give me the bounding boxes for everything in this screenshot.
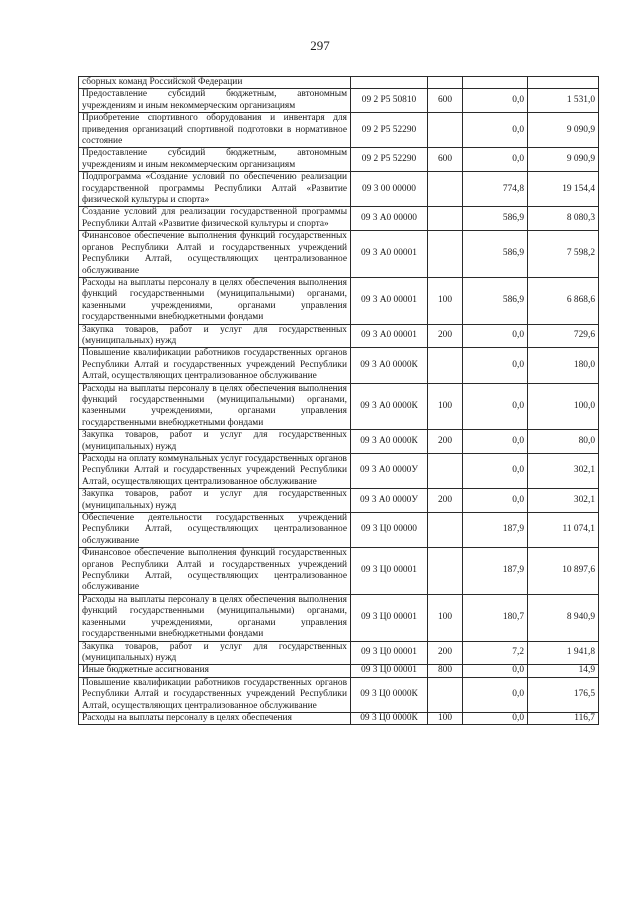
- target-article-code-cell: 09 3 А0 0000У: [351, 489, 428, 513]
- expense-type-code-cell: 200: [428, 324, 463, 348]
- target-article-code-cell: 09 2 P5 50810: [351, 89, 428, 113]
- target-article-code-cell: 09 3 А0 0000У: [351, 454, 428, 489]
- table-row: [79, 641, 599, 665]
- amount-first-cell: 0,0: [463, 454, 528, 489]
- target-article-code-cell: 09 3 А0 00001: [351, 324, 428, 348]
- amount-first-cell: 0,0: [463, 665, 528, 677]
- amount-second-cell: 302,1: [528, 454, 599, 489]
- amount-second-cell: 14,9: [528, 665, 599, 677]
- table-row: [79, 324, 599, 348]
- target-article-code-cell: [351, 77, 428, 89]
- target-article-code-cell: 09 3 Ц0 00001: [351, 665, 428, 677]
- amount-second-cell: 9 090,9: [528, 113, 599, 148]
- amount-first-cell: 187,9: [463, 548, 528, 595]
- expense-type-code-cell: [428, 348, 463, 383]
- table-row: [79, 148, 599, 172]
- amount-first-cell: 586,9: [463, 277, 528, 324]
- expense-name-cell: Расходы на выплаты персоналу в целях обеспечения выполнения функций государственными (муниципальными) органами, казенными учреждениями, органами управления государственными внебюджетными фондами: [79, 594, 351, 641]
- amount-second-cell: 180,0: [528, 348, 599, 383]
- expense-type-code-cell: 100: [428, 712, 463, 724]
- table-row: [79, 594, 599, 641]
- expense-name-cell: Закупка товаров, работ и услуг для государственных (муниципальных) нужд: [79, 641, 351, 665]
- target-article-code-cell: 09 2 P5 52290: [351, 148, 428, 172]
- expense-type-code-cell: [428, 207, 463, 231]
- target-article-code-cell: 09 3 А0 00000: [351, 207, 428, 231]
- amount-second-cell: 100,0: [528, 383, 599, 430]
- amount-first-cell: 0,0: [463, 348, 528, 383]
- expense-type-code-cell: [428, 231, 463, 278]
- budget-table-body: [79, 77, 599, 725]
- target-article-code-cell: 09 3 00 00000: [351, 172, 428, 207]
- expense-name-cell: Расходы на выплаты персоналу в целях обеспечения выполнения функций государственными (муниципальными) органами, казенными учреждениями, органами управления государственными внебюджетными фондами: [79, 277, 351, 324]
- table-row: [79, 77, 599, 89]
- table-row: [79, 513, 599, 548]
- amount-second-cell: 8 940,9: [528, 594, 599, 641]
- amount-first-cell: 0,0: [463, 324, 528, 348]
- expense-name-cell: Закупка товаров, работ и услуг для государственных (муниципальных) нужд: [79, 430, 351, 454]
- amount-second-cell: 19 154,4: [528, 172, 599, 207]
- amount-first-cell: 0,0: [463, 677, 528, 712]
- amount-first-cell: 0,0: [463, 712, 528, 724]
- expense-type-code-cell: 600: [428, 89, 463, 113]
- amount-first-cell: 180,7: [463, 594, 528, 641]
- expense-type-code-cell: 600: [428, 148, 463, 172]
- amount-second-cell: 7 598,2: [528, 231, 599, 278]
- table-row: [79, 712, 599, 724]
- amount-first-cell: 187,9: [463, 513, 528, 548]
- amount-first-cell: [463, 77, 528, 89]
- expense-type-code-cell: [428, 77, 463, 89]
- table-row: [79, 277, 599, 324]
- target-article-code-cell: 09 3 А0 0000К: [351, 383, 428, 430]
- expense-name-cell: Повышение квалификации работников государственных органов Республики Алтай и государственных учреждений Республики Алтай, осуществляющих централизованное обслуживание: [79, 677, 351, 712]
- target-article-code-cell: 09 2 P5 52290: [351, 113, 428, 148]
- amount-first-cell: 7,2: [463, 641, 528, 665]
- expense-type-code-cell: [428, 548, 463, 595]
- amount-second-cell: 10 897,6: [528, 548, 599, 595]
- amount-second-cell: 116,7: [528, 712, 599, 724]
- amount-first-cell: 774,8: [463, 172, 528, 207]
- page-number: 297: [310, 38, 330, 53]
- target-article-code-cell: 09 3 А0 0000К: [351, 430, 428, 454]
- amount-second-cell: 302,1: [528, 489, 599, 513]
- expense-name-cell: Повышение квалификации работников государственных органов Республики Алтай и государственных учреждений Республики Алтай, осуществляющих централизованное обслуживание: [79, 348, 351, 383]
- expense-name-cell: Расходы на выплаты персоналу в целях обеспечения выполнения функций государственными (муниципальными) органами, казенными учреждениями, органами управления государственными внебюджетными фондами: [79, 383, 351, 430]
- expense-name-cell: сборных команд Российской Федерации: [79, 77, 351, 89]
- expense-name-cell: Обеспечение деятельности государственных учреждений Республики Алтай, осуществляющих централизованное обслуживание: [79, 513, 351, 548]
- expense-name-cell: Финансовое обеспечение выполнения функций государственных органов Республики Алтай и государственных учреждений Республики Алтай, осуществляющих централизованное обслуживание: [79, 231, 351, 278]
- table-row: [79, 231, 599, 278]
- target-article-code-cell: 09 3 Ц0 00001: [351, 594, 428, 641]
- expense-type-code-cell: 100: [428, 594, 463, 641]
- target-article-code-cell: 09 3 Ц0 00000: [351, 513, 428, 548]
- amount-second-cell: 6 868,6: [528, 277, 599, 324]
- expense-name-cell: Приобретение спортивного оборудования и инвентаря для приведения организаций спортивной подготовки в нормативное состояние: [79, 113, 351, 148]
- expense-type-code-cell: 800: [428, 665, 463, 677]
- amount-first-cell: 586,9: [463, 207, 528, 231]
- table-row: [79, 430, 599, 454]
- amount-second-cell: 1 941,8: [528, 641, 599, 665]
- amount-second-cell: [528, 77, 599, 89]
- table-row: [79, 207, 599, 231]
- expense-name-cell: Подпрограмма «Создание условий по обеспечению реализации государственной программы Республики Алтай «Развитие физической культуры и спорта»: [79, 172, 351, 207]
- target-article-code-cell: 09 3 Ц0 0000К: [351, 677, 428, 712]
- target-article-code-cell: 09 3 Ц0 00001: [351, 548, 428, 595]
- target-article-code-cell: 09 3 А0 00001: [351, 231, 428, 278]
- table-row: [79, 89, 599, 113]
- expense-name-cell: Закупка товаров, работ и услуг для государственных (муниципальных) нужд: [79, 489, 351, 513]
- amount-second-cell: 11 074,1: [528, 513, 599, 548]
- expense-name-cell: Финансовое обеспечение выполнения функций государственных органов Республики Алтай и государственных учреждений Республики Алтай, осуществляющих централизованное обслуживание: [79, 548, 351, 595]
- expense-name-cell: Предоставление субсидий бюджетным, автономным учреждениям и иным некоммерческим организациям: [79, 89, 351, 113]
- table-row: [79, 677, 599, 712]
- amount-first-cell: 0,0: [463, 89, 528, 113]
- budget-table: [78, 76, 599, 725]
- expense-type-code-cell: 200: [428, 430, 463, 454]
- amount-first-cell: 0,0: [463, 430, 528, 454]
- amount-first-cell: 0,0: [463, 148, 528, 172]
- table-row: [79, 665, 599, 677]
- expense-type-code-cell: 100: [428, 383, 463, 430]
- table-row: [79, 172, 599, 207]
- expense-name-cell: Расходы на оплату коммунальных услуг государственных органов Республики Алтай и государственных учреждений Республики Алтай, осуществляющих централизованное обслуживание: [79, 454, 351, 489]
- expense-type-code-cell: 200: [428, 489, 463, 513]
- table-row: [79, 348, 599, 383]
- expense-type-code-cell: 100: [428, 277, 463, 324]
- table-row: [79, 454, 599, 489]
- expense-type-code-cell: [428, 677, 463, 712]
- amount-first-cell: 0,0: [463, 383, 528, 430]
- target-article-code-cell: 09 3 Ц0 00001: [351, 641, 428, 665]
- amount-second-cell: 729,6: [528, 324, 599, 348]
- amount-second-cell: 8 080,3: [528, 207, 599, 231]
- amount-first-cell: 586,9: [463, 231, 528, 278]
- table-row: [79, 548, 599, 595]
- table-row: [79, 489, 599, 513]
- target-article-code-cell: 09 3 А0 0000К: [351, 348, 428, 383]
- target-article-code-cell: 09 3 Ц0 0000К: [351, 712, 428, 724]
- amount-first-cell: 0,0: [463, 113, 528, 148]
- expense-type-code-cell: [428, 513, 463, 548]
- expense-type-code-cell: [428, 113, 463, 148]
- amount-second-cell: 1 531,0: [528, 89, 599, 113]
- expense-name-cell: Закупка товаров, работ и услуг для государственных (муниципальных) нужд: [79, 324, 351, 348]
- table-row: [79, 383, 599, 430]
- expense-type-code-cell: 200: [428, 641, 463, 665]
- amount-second-cell: 176,5: [528, 677, 599, 712]
- amount-first-cell: 0,0: [463, 489, 528, 513]
- target-article-code-cell: 09 3 А0 00001: [351, 277, 428, 324]
- amount-second-cell: 80,0: [528, 430, 599, 454]
- expense-type-code-cell: [428, 454, 463, 489]
- expense-name-cell: Расходы на выплаты персоналу в целях обеспечения: [79, 712, 351, 724]
- expense-name-cell: Иные бюджетные ассигнования: [79, 665, 351, 677]
- expense-name-cell: Предоставление субсидий бюджетным, автономным учреждениям и иным некоммерческим организациям: [79, 148, 351, 172]
- table-row: [79, 113, 599, 148]
- expense-name-cell: Создание условий для реализации государственной программы Республики Алтай «Развитие физической культуры и спорта»: [79, 207, 351, 231]
- expense-type-code-cell: [428, 172, 463, 207]
- amount-second-cell: 9 090,9: [528, 148, 599, 172]
